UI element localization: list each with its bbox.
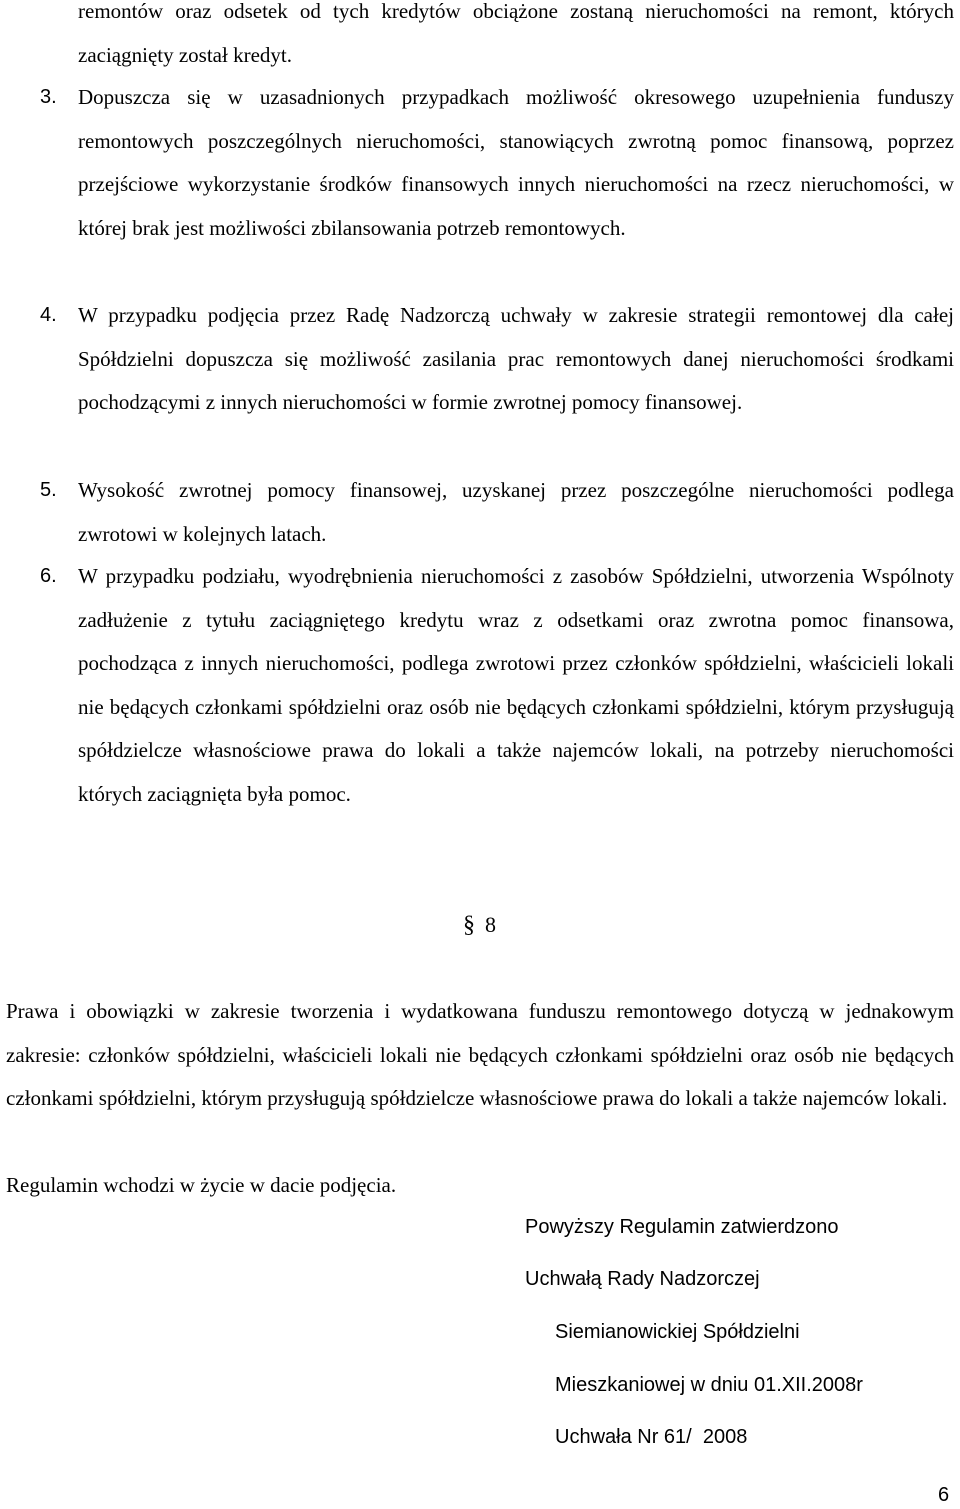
section-number: 8: [485, 912, 496, 937]
list-item-3: [40, 76, 954, 250]
approval-line-5: Uchwała Nr 61/ 2008: [555, 1426, 748, 1448]
list-item-number: 5.: [40, 479, 57, 501]
section-paragraph: Prawa i obowiązki w zakresie tworzenia i wydatkowana funduszu remontowego dotyczą w jednakowym zakresie: członków spółdzielni, właścicieli lokali nie będących członkami spółdzielni oraz osób nie będących członkami spółdzielni, którym przysługują spółdzielcze własnościowe prawa do lokali a także najemców lokali.: [6, 999, 954, 1110]
closing-sentence: Regulamin wchodzi w życie w dacie podjęcia.: [6, 1173, 397, 1197]
approval-line-3: Siemianowickiej Spółdzielni: [555, 1321, 800, 1343]
approval-line-4: Mieszkaniowej w dniu 01.XII.2008r: [555, 1374, 863, 1396]
approval-line-2: Uchwałą Rady Nadzorczej: [525, 1268, 760, 1290]
list-item-number: 4.: [40, 304, 57, 326]
list-item-text: W przypadku podziału, wyodrębnienia nieruchomości z zasobów Spółdzielni, utworzenia Wspólnoty zadłużenie z tytułu zaciągniętego kredytu wraz z odsetkami oraz zwrotna pomoc finansowa, pochodząca z innych nieruchomości, podlega zwrotowi przez członków spółdzielni, właścicieli lokali nie będących członkami spółdzielni oraz osób nie będących członkami spółdzielni, którym przysługują spółdzielcze własnościowe prawa do lokali a także najemców lokali, na potrzeby nieruchomości których zaciągnięta była pomoc.: [78, 564, 954, 806]
list-item-number: 3.: [40, 86, 57, 108]
approval-line-1: Powyższy Regulamin zatwierdzono: [525, 1216, 839, 1238]
list-item-number: 6.: [40, 565, 57, 587]
section-sign: §: [463, 912, 475, 938]
page-number: 6: [938, 1484, 950, 1506]
list-item-6: [40, 555, 954, 816]
list-item-text: W przypadku podjęcia przez Radę Nadzorczą uchwały w zakresie strategii remontowej dla całej Spółdzielni dopuszcza się możliwość zasilania prac remontowych danej nieruchomości środkami pochodzącymi z innych nieruchomości w formie zwrotnej pomocy finansowej.: [78, 303, 954, 414]
list-item-4: [40, 294, 954, 425]
section-heading: [463, 905, 496, 945]
list-item-5: [40, 469, 954, 556]
list-item-text: Wysokość zwrotnej pomocy finansowej, uzyskanej przez poszczególne nieruchomości podlega zwrotowi w kolejnych latach.: [78, 478, 954, 546]
list-item-text: Dopuszcza się w uzasadnionych przypadkach możliwość okresowego uzupełnienia funduszy remontowych poszczególnych nieruchomości, stanowiących zwrotną pomoc finansową, poprzez przejściowe wykorzystanie środków finansowych innych nieruchomości na rzecz nieruchomości, w której brak jest możliwości zbilansowania potrzeb remontowych.: [78, 85, 954, 240]
continuation-paragraph: remontów oraz odsetek od tych kredytów obciążone zostaną nieruchomości na remont, których zaciągnięty został kredyt.: [78, 0, 954, 67]
